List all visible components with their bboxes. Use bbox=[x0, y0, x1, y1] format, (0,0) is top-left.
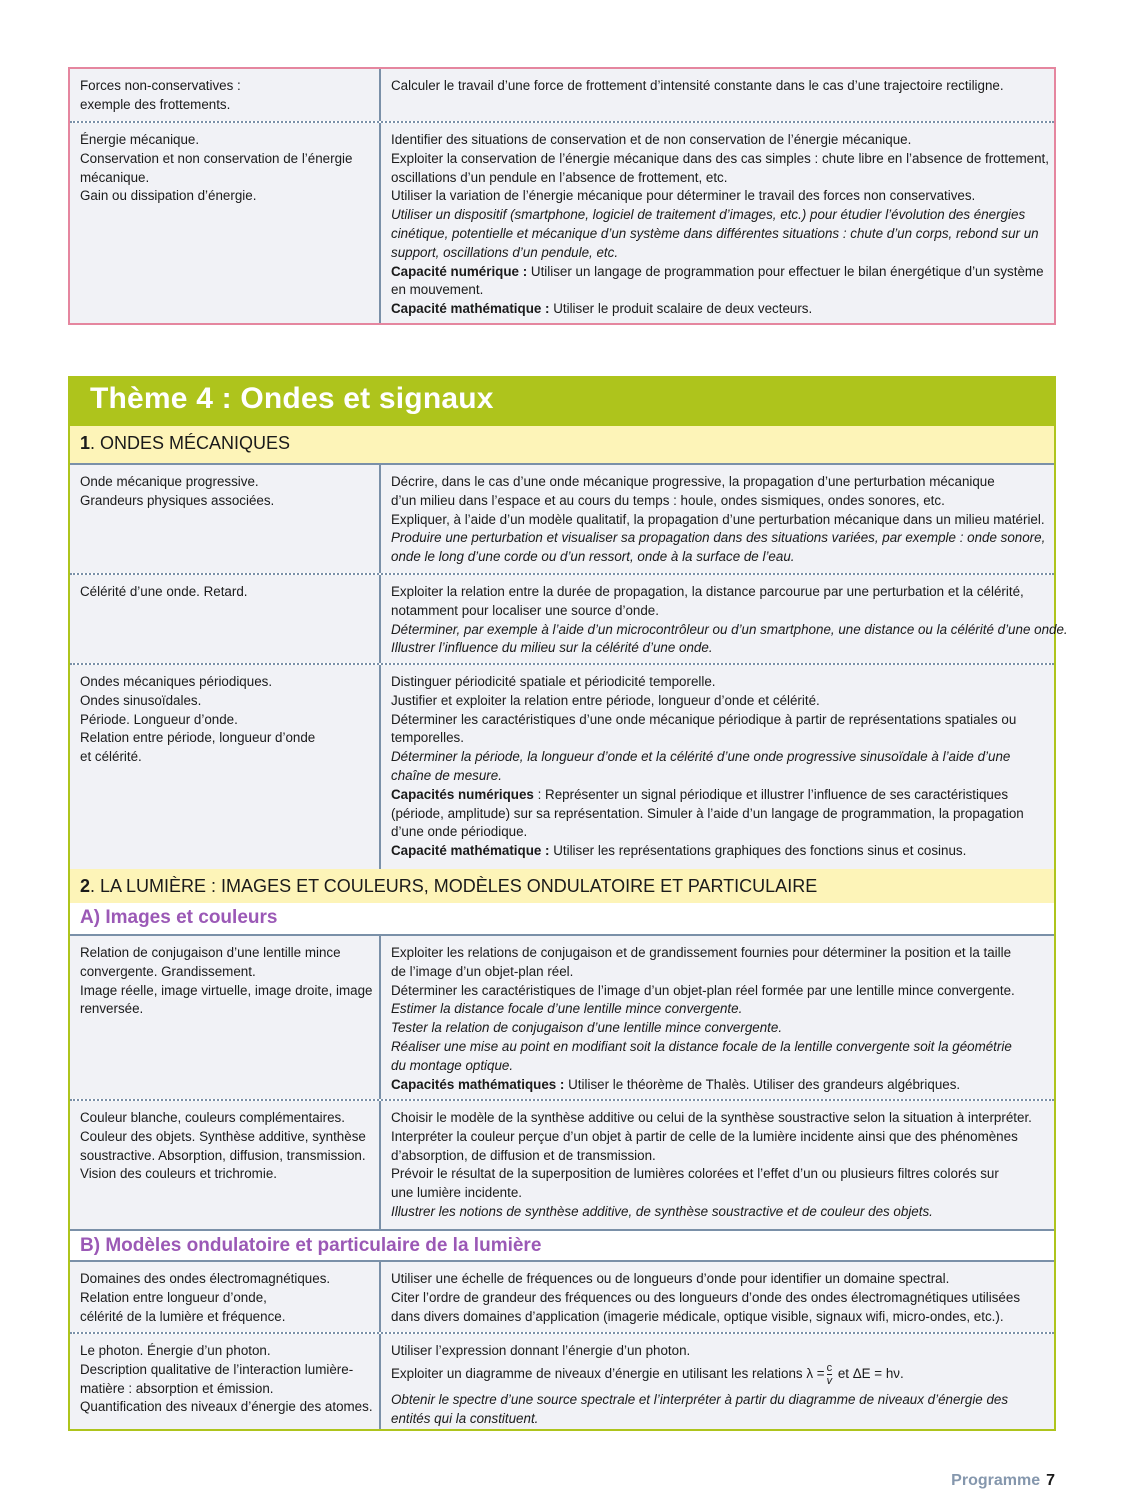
capacity-text: d’absorption, de diffusion et de transmission. bbox=[391, 1147, 656, 1163]
capacity-text: Exploiter un diagramme de niveaux d’énergie en utilisant les relations λ = bbox=[391, 1365, 825, 1381]
capacity-text: Utiliser le produit scalaire de deux vecteurs. bbox=[549, 301, 813, 317]
capacity-text: de l’image d’un objet-plan réel. bbox=[391, 963, 574, 979]
notion-text: Relation entre période, longueur d’onde bbox=[80, 730, 316, 746]
section-title: . LA LUMIÈRE : IMAGES ET COULEURS, MODÈLES ONDULATOIRE ET PARTICULAIRE bbox=[90, 876, 818, 896]
section-number: 2 bbox=[80, 876, 91, 896]
capacities-cell bbox=[381, 665, 1054, 869]
notion-text: Onde mécanique progressive. bbox=[80, 474, 259, 489]
notion-text: Vision des couleurs et trichromie. bbox=[80, 1166, 277, 1182]
capacity-label: Capacité mathématique : bbox=[391, 301, 550, 317]
notion-text: Relation entre longueur d’onde, bbox=[80, 1289, 267, 1305]
notion-text: renversée. bbox=[80, 1001, 144, 1017]
notion-text: convergente. Grandissement. bbox=[80, 963, 256, 979]
capacity-text: Exploiter la conservation de l’énergie mécanique dans des cas simples : chute libre en l’absence de frottement, bbox=[391, 150, 1049, 166]
notion-text: Période. Longueur d’onde. bbox=[80, 711, 238, 727]
capacity-text: Utiliser la variation de l’énergie mécanique pour déterminer le travail des forces non conservatives. bbox=[391, 188, 976, 204]
table-row bbox=[70, 934, 1054, 1099]
capacity-label: Capacité mathématique : bbox=[391, 843, 550, 859]
section-title: . ONDES MÉCANIQUES bbox=[90, 433, 291, 453]
notion-text: Énergie mécanique. bbox=[80, 132, 200, 147]
capacity-text: Utiliser l’expression donnant l’énergie d’un photon. bbox=[391, 1343, 691, 1358]
capacity-text: Calculer le travail d’une force de frottement d’intensité constante dans le cas d’une trajectoire rectiligne. bbox=[391, 78, 1004, 93]
activity-text: Illustrer l’influence du milieu sur la célérité d’une onde. bbox=[391, 640, 713, 656]
capacity-text: Utiliser le théorème de Thalès. Utiliser des grandeurs algébriques. bbox=[564, 1076, 961, 1092]
activity-text: Estimer la distance focale d’une lentille mince convergente. bbox=[391, 1001, 743, 1017]
capacity-text: (période, amplitude) sur sa représentation. Simuler à l’aide d’un langage de programmation, la propagation bbox=[391, 805, 1024, 821]
activity-text: support, oscillations d’un pendule, etc. bbox=[391, 244, 619, 260]
capacities-cell bbox=[381, 1101, 1054, 1229]
activity-text: Déterminer, par exemple à l’aide d’un microcontrôleur ou d’un smartphone, une distance ou la célérité d’une onde. bbox=[391, 621, 1068, 637]
activity-text: Produire une perturbation et visualiser sa propagation dans des situations variées, par exemple : onde sonore, bbox=[391, 530, 1046, 546]
notion-text: Grandeurs physiques associées. bbox=[80, 492, 275, 508]
capacity-text: en mouvement. bbox=[391, 282, 484, 298]
notion-text: matière : absorption et émission. bbox=[80, 1380, 274, 1396]
activity-text: Illustrer les notions de synthèse additive, de synthèse soustractive et de couleur des objets. bbox=[391, 1203, 933, 1219]
capacities-cell bbox=[381, 69, 1054, 121]
activity-text: du montage optique. bbox=[391, 1057, 514, 1073]
subsection-a-header: A) Images et couleurs bbox=[70, 903, 1054, 934]
page-footer bbox=[951, 1472, 1055, 1490]
capacities-cell bbox=[381, 1262, 1054, 1332]
capacity-text: Expliquer, à l’aide d’un modèle qualitatif, la propagation d’une perturbation mécanique dans un milieu matériel. bbox=[391, 511, 1045, 527]
capacity-text: Choisir le modèle de la synthèse additive ou celui de la synthèse soustractive selon la situation à interpréter. bbox=[391, 1110, 1032, 1125]
table-row bbox=[70, 69, 1054, 121]
theme-title: Thème 4 : Ondes et signaux bbox=[90, 382, 494, 415]
fraction bbox=[827, 1362, 833, 1387]
capacity-text: temporelles. bbox=[391, 730, 464, 746]
capacity-text: Déterminer les caractéristiques de l’image d’un objet-plan réel formée par une lentille mince convergente. bbox=[391, 982, 1015, 998]
notions-cell bbox=[70, 665, 381, 869]
activity-text: chaîne de mesure. bbox=[391, 767, 502, 783]
notion-text: Ondes mécaniques périodiques. bbox=[80, 674, 273, 689]
notion-text: exemple des frottements. bbox=[80, 96, 231, 112]
activity-text: Obtenir le spectre d’une source spectrale et l’interpréter à partir du diagramme de niveaux d’énergie des bbox=[391, 1391, 1009, 1407]
notion-text: célérité de la lumière et fréquence. bbox=[80, 1308, 286, 1324]
page-number: 7 bbox=[1046, 1472, 1055, 1489]
notions-cell bbox=[70, 575, 381, 663]
capacity-text: Interpréter la couleur perçue d’un objet à partir de celle de la lumière incidente ainsi que des phénomènes bbox=[391, 1128, 1018, 1144]
theme-4-table bbox=[68, 376, 1068, 1431]
capacities-cell bbox=[381, 936, 1054, 1099]
capacity-text: une lumière incidente. bbox=[391, 1185, 523, 1201]
notion-text: Forces non-conservatives : bbox=[80, 78, 241, 93]
notions-cell bbox=[70, 1262, 381, 1332]
notion-text: Domaines des ondes électromagnétiques. bbox=[80, 1271, 331, 1286]
capacity-text: notamment pour localiser une source d’onde. bbox=[391, 602, 659, 618]
notions-cell bbox=[70, 69, 381, 121]
capacity-text: Justifier et exploiter la relation entre période, longueur d’onde et célérité. bbox=[391, 692, 820, 708]
table-row bbox=[70, 663, 1054, 869]
notion-text: Couleur blanche, couleurs complémentaires. bbox=[80, 1110, 345, 1125]
capacity-text: Distinguer périodicité spatiale et périodicité temporelle. bbox=[391, 674, 716, 689]
formula-text: et ΔE = hν. bbox=[837, 1365, 904, 1381]
activity-text: Réaliser une mise au point en modifiant soit la distance focale de la lentille convergente soit la géométrie bbox=[391, 1038, 1012, 1054]
capacity-label: Capacité numérique : bbox=[391, 263, 528, 279]
capacity-text: dans divers domaines d’application (imagerie médicale, optique visible, signaux wifi, micro-ondes, etc.). bbox=[391, 1308, 1004, 1324]
capacity-text: oscillations d’un pendule en l’absence de frottement, etc. bbox=[391, 169, 728, 185]
capacity-text: Utiliser une échelle de fréquences ou de longueurs d’onde pour identifier un domaine spectral. bbox=[391, 1271, 950, 1286]
notion-text: soustractive. Absorption, diffusion, transmission. bbox=[80, 1147, 366, 1163]
notions-cell bbox=[70, 123, 381, 323]
capacity-text: : Représenter un signal périodique et illustrer l’influence de ses caractéristiques bbox=[533, 786, 1009, 802]
table-row bbox=[70, 1260, 1054, 1332]
table-row bbox=[70, 1332, 1054, 1429]
capacity-text: Citer l’ordre de grandeur des fréquences ou des longueurs d’onde des ondes électromagnétiques utilisées bbox=[391, 1289, 1021, 1305]
section-2-header bbox=[70, 869, 1054, 903]
table-row bbox=[70, 573, 1068, 663]
section-1-header bbox=[70, 426, 1054, 463]
theme-header bbox=[70, 378, 1054, 426]
notions-cell bbox=[70, 1334, 381, 1429]
notion-text: Conservation et non conservation de l’énergie bbox=[80, 150, 353, 166]
notion-text: mécanique. bbox=[80, 169, 150, 185]
capacity-text: Décrire, dans le cas d’une onde mécanique progressive, la propagation d’une perturbation mécanique bbox=[391, 474, 995, 489]
capacity-text: Prévoir le résultat de la superposition de lumières colorées et l’effet d’un ou plusieurs filtres colorés sur bbox=[391, 1166, 999, 1182]
capacity-label: Capacités mathématiques : bbox=[391, 1076, 565, 1092]
activity-text: entités qui la constituent. bbox=[391, 1410, 539, 1426]
notion-text: Gain ou dissipation d’énergie. bbox=[80, 188, 257, 204]
activity-text: cinétique, potentielle et mécanique d’un système dans différentes situations : chute d’un corps, rebond sur un bbox=[391, 225, 1039, 241]
notion-text: Quantification des niveaux d’énergie des atomes. bbox=[80, 1399, 373, 1415]
table-row bbox=[70, 121, 1054, 323]
notions-cell bbox=[70, 1101, 381, 1229]
capacity-text: Déterminer les caractéristiques d’une onde mécanique périodique à partir de représentations spatiales ou bbox=[391, 711, 1017, 727]
formula-line bbox=[391, 1361, 1044, 1387]
capacity-text: Utiliser un langage de programmation pour effectuer le bilan énergétique d’un système bbox=[527, 263, 1044, 279]
notion-text: Le photon. Énergie d’un photon. bbox=[80, 1343, 271, 1358]
table-row bbox=[70, 1099, 1054, 1229]
energy-table bbox=[68, 67, 1056, 325]
fraction-numerator: c bbox=[826, 1361, 833, 1374]
section-number: 1 bbox=[80, 433, 91, 453]
subsection-b-header: B) Modèles ondulatoire et particulaire de la lumière bbox=[70, 1229, 1054, 1260]
capacities-cell bbox=[381, 575, 1068, 663]
notion-text: Image réelle, image virtuelle, image droite, image bbox=[80, 982, 373, 998]
capacities-cell bbox=[381, 123, 1054, 323]
capacity-text: d’un milieu dans l’espace et au cours du temps : houle, ondes sismiques, ondes sonores, etc. bbox=[391, 492, 945, 508]
notions-cell bbox=[70, 465, 381, 573]
capacity-text: Exploiter la relation entre la durée de propagation, la distance parcourue par une perturbation et la célérité, bbox=[391, 584, 1024, 599]
table-row bbox=[70, 463, 1054, 573]
notion-text: Célérité d’une onde. Retard. bbox=[80, 584, 248, 599]
capacity-text: Identifier des situations de conservation et de non conservation de l’énergie mécanique. bbox=[391, 132, 912, 147]
activity-text: Déterminer la période, la longueur d’onde et la célérité d’une onde progressive sinusoïdale à l’aide d’une bbox=[391, 749, 1011, 765]
footer-label: Programme bbox=[951, 1472, 1041, 1489]
notion-text: et célérité. bbox=[80, 749, 142, 765]
capacities-cell bbox=[381, 1334, 1054, 1429]
activity-text: onde le long d’une corde ou d’un ressort, onde à la surface de l’eau. bbox=[391, 549, 795, 565]
notions-cell bbox=[70, 936, 381, 1099]
capacity-text: d’une onde périodique. bbox=[391, 824, 528, 840]
notion-text: Couleur des objets. Synthèse additive, synthèse bbox=[80, 1128, 366, 1144]
notion-text: Relation de conjugaison d’une lentille mince bbox=[80, 945, 341, 960]
capacity-label: Capacités numériques bbox=[391, 786, 534, 802]
activity-text: Utiliser un dispositif (smartphone, logiciel de traitement d’images, etc.) pour étudier l’évolution des énergies bbox=[391, 207, 1026, 223]
notion-text: Ondes sinusoïdales. bbox=[80, 692, 202, 708]
capacity-text: Utiliser les représentations graphiques des fonctions sinus et cosinus. bbox=[549, 843, 967, 859]
capacity-text: Exploiter les relations de conjugaison et de grandissement fournies pour déterminer la position et la taille bbox=[391, 945, 1012, 960]
fraction-denominator: v bbox=[826, 1374, 833, 1387]
capacities-cell bbox=[381, 465, 1054, 573]
activity-text: Tester la relation de conjugaison d’une lentille mince convergente. bbox=[391, 1020, 783, 1036]
notion-text: Description qualitative de l’interaction lumière- bbox=[80, 1361, 354, 1377]
